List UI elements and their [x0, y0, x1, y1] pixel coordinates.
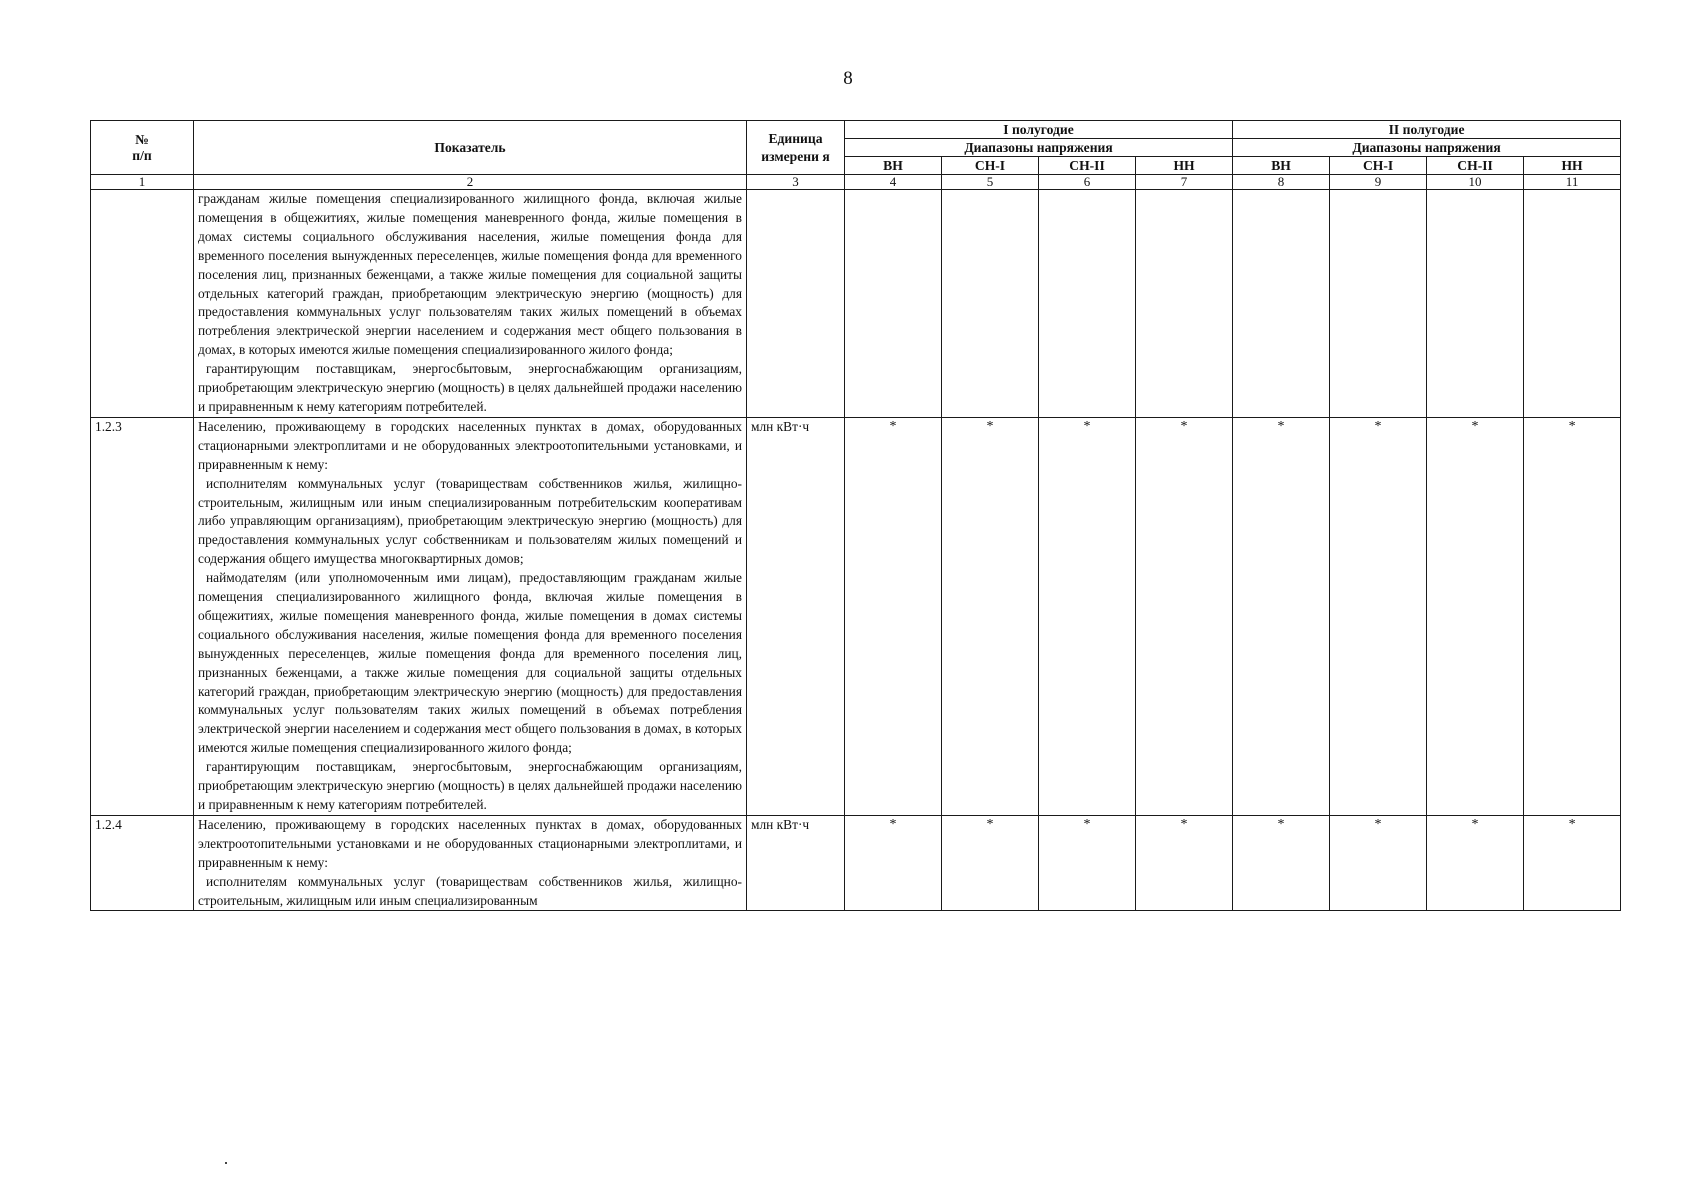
value-cell: [1039, 190, 1136, 418]
value-cell: *: [1427, 417, 1524, 815]
column-number: 6: [1039, 175, 1136, 190]
indicator-paragraph: Населению, проживающему в городских населенных пунктах в домах, оборудованных стационарными электроплитами и не оборудованных электроотопительными установками, и приравненным к нему:: [198, 418, 742, 472]
value-cell: *: [845, 815, 942, 911]
value-cell: *: [1233, 815, 1330, 911]
column-number: 1: [91, 175, 194, 190]
column-number: 11: [1524, 175, 1621, 190]
indicator-paragraph: гражданам жилые помещения специализированного жилищного фонда, включая жилые помещения в общежитиях, жилые помещения маневренного фонда, жилые помещения в домах системы социального обслуживания населения, жилые помещения фонда для временного поселения вынужденных переселенцев, жилые помещения фонда для временного поселения лиц, признанных беженцами, а также жилые помещения для социальной защиты отдельных категорий граждан, приобретающим электрическую энергию (мощность) для предоставления коммунальных услуг пользователям таких жилых помещений в объемах потребления электрической энергии населением и содержания мест общего пользования в домах, в которых имеются жилые помещения специализированного жилого фонда;: [198, 191, 742, 358]
column-number: 5: [942, 175, 1039, 190]
value-cell: *: [845, 417, 942, 815]
table-row: [91, 190, 1621, 418]
header-voltage-ranges-2: Диапазоны напряжения: [1233, 139, 1621, 157]
header-vn-1: ВН: [845, 157, 942, 175]
header-nn-2: НН: [1524, 157, 1621, 175]
value-cell: *: [1136, 815, 1233, 911]
row-number: 1.2.4: [91, 815, 194, 911]
value-cell: *: [1039, 815, 1136, 911]
header-sn2-2: СН-II: [1427, 157, 1524, 175]
header-half-1: I полугодие: [845, 121, 1233, 139]
column-number: 3: [747, 175, 845, 190]
indicator-paragraph: Населению, проживающему в городских населенных пунктах в домах, оборудованных электроотопительными установками и не оборудованных стационарными электроплитами, и приравненным к нему:: [198, 816, 742, 870]
table-row: [91, 815, 1621, 911]
scan-speck: [225, 1162, 227, 1164]
indicator-paragraph: исполнителям коммунальных услуг (товариществам собственников жилья, жилищно-строительным, жилищным или иным специализированным потребительским кооперативам либо управляющим организациям), приобретающим электрическую энергию (мощность) для предоставления коммунальных услуг собственникам и пользователям жилых помещений и содержания общего имущества многоквартирных домов;: [198, 475, 742, 567]
value-cell: [845, 190, 942, 418]
unit-cell: млн кВт·ч: [747, 815, 845, 911]
value-cell: [1524, 190, 1621, 418]
unit-cell: [747, 190, 845, 418]
value-cell: *: [1524, 417, 1621, 815]
indicator-paragraph: исполнителям коммунальных услуг (товариществам собственников жилья, жилищно-строительным, жилищным или иным специализированным: [198, 873, 742, 908]
value-cell: *: [1330, 417, 1427, 815]
header-indicator: Показатель: [194, 121, 747, 175]
column-number: 10: [1427, 175, 1524, 190]
column-number: 8: [1233, 175, 1330, 190]
indicator-cell: [194, 417, 747, 815]
header-sn1-1: СН-I: [942, 157, 1039, 175]
column-number: 9: [1330, 175, 1427, 190]
value-cell: [1330, 190, 1427, 418]
row-number: [91, 190, 194, 418]
column-number: 7: [1136, 175, 1233, 190]
table-row: [91, 417, 1621, 815]
page-number: 8: [843, 68, 853, 89]
unit-cell: млн кВт·ч: [747, 417, 845, 815]
header-sn2-1: СН-II: [1039, 157, 1136, 175]
indicator-cell: [194, 190, 747, 418]
value-cell: *: [1233, 417, 1330, 815]
header-unit: Единица измерени я: [747, 121, 845, 175]
indicator-paragraph: гарантирующим поставщикам, энергосбытовым, энергоснабжающим организациям, приобретающим электрическую энергию (мощность) в целях дальнейшей продажи населению и приравненным к нему категориям потребителей.: [198, 361, 742, 414]
value-cell: *: [1427, 815, 1524, 911]
value-cell: *: [1039, 417, 1136, 815]
header-voltage-ranges-1: Диапазоны напряжения: [845, 139, 1233, 157]
column-number: 2: [194, 175, 747, 190]
value-cell: *: [942, 815, 1039, 911]
indicator-cell: [194, 815, 747, 911]
tariff-balance-table: [90, 120, 1621, 911]
value-cell: *: [1524, 815, 1621, 911]
value-cell: [942, 190, 1039, 418]
indicator-paragraph: гарантирующим поставщикам, энергосбытовым, энергоснабжающим организациям, приобретающим электрическую энергию (мощность) в целях дальнейшей продажи населению и приравненным к нему категориям потребителей.: [198, 759, 742, 812]
header-nn-1: НН: [1136, 157, 1233, 175]
value-cell: *: [942, 417, 1039, 815]
header-sn1-2: СН-I: [1330, 157, 1427, 175]
value-cell: [1233, 190, 1330, 418]
column-number: 4: [845, 175, 942, 190]
header-half-2: II полугодие: [1233, 121, 1621, 139]
value-cell: *: [1136, 417, 1233, 815]
indicator-paragraph: наймодателям (или уполномоченным ими лицам), предоставляющим гражданам жилые помещения специализированного жилищного фонда, включая жилые помещения в общежитиях, жилые помещения маневренного фонда, жилые помещения в домах системы социального обслуживания населения, жилые помещения фонда для временного поселения вынужденных переселенцев, жилые помещения фонда для временного поселения лиц, признанных беженцами, а также жилые помещения для социальной защиты отдельных категорий граждан, приобретающим электрическую энергию (мощность) для предоставления коммунальных услуг пользователям таких жилых помещений в объемах потребления электрической энергии населением и содержания мест общего пользования в домах, в которых имеются жилые помещения специализированного жилого фонда;: [198, 570, 742, 756]
header-num: № п/п: [91, 121, 194, 175]
value-cell: [1427, 190, 1524, 418]
value-cell: [1136, 190, 1233, 418]
value-cell: *: [1330, 815, 1427, 911]
row-number: 1.2.3: [91, 417, 194, 815]
header-vn-2: ВН: [1233, 157, 1330, 175]
